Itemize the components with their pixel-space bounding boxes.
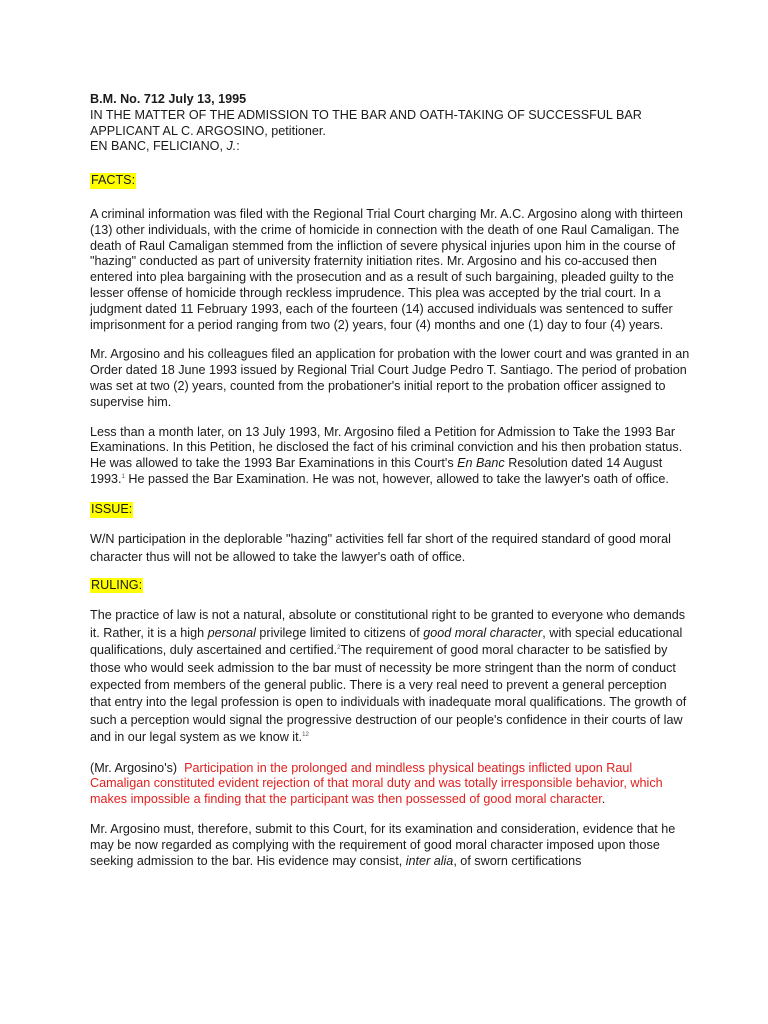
petitioner-label: , petitioner.: [264, 123, 326, 138]
ruling-p3-text-a: Mr. Argosino must, therefore, submit to this Court, for its examination and consideration, evidence that he may be now regarded as complying with the requirement of good moral character imposed upon those seeking admission to the bar. His evidence may consist,: [90, 821, 676, 868]
court-name: EN BANC, FELICIANO,: [90, 139, 227, 154]
ruling-heading: RULING:: [91, 577, 143, 592]
personal-text: personal: [207, 625, 256, 640]
inter-alia-text: inter alia: [405, 853, 454, 868]
case-number: B.M. No. 712 July 13, 1995: [90, 92, 247, 106]
ruling-paragraph-2: [90, 761, 690, 808]
facts-p3-text-c: He passed the Bar Examination. He was not, however, allowed to take the lawyer's oath of office.: [124, 471, 669, 486]
court-line: [90, 139, 690, 155]
ruling-p2-red-text: Participation in the prolonged and mindless physical beatings inflicted upon Raul Camaligan constituted evident rejection of that moral duty and was totally irresponsible behavior, which makes impossible a finding that the participant was then possessed of good moral character: [90, 760, 663, 807]
facts-paragraph-2: Mr. Argosino and his colleagues filed an application for probation with the lower court and was granted in an Order dated 18 June 1993 issued by Regional Trial Court Judge Pedro T. Santiago. The period of probation was set at two (2) years, counted from the probationer's initial report to the probation officer assigned to supervise him.: [90, 347, 690, 409]
ruling-paragraph-3: [90, 822, 690, 869]
case-header: [90, 92, 690, 155]
ruling-p1-text-c: , with special educational qualifications, duly ascertained and certified.: [90, 625, 683, 658]
ruling-p2-end: .: [601, 792, 606, 807]
facts-p3-text-b: Resolution dated 14 August 1993.: [90, 456, 663, 486]
footnote-ref-1: 1: [121, 473, 125, 480]
justice-abbrev: J.: [226, 139, 237, 154]
case-title: [90, 108, 690, 140]
issue-paragraph: W/N participation in the deplorable "hazing" activities fell far short of the required standard of good moral character thus will not be allowed to take the lawyer's oath of office.: [90, 531, 671, 564]
footnote-ref-12: 12: [302, 731, 309, 738]
facts-paragraph-3: [90, 425, 690, 488]
document-page: [90, 92, 690, 869]
en-banc-text: En Banc: [457, 456, 505, 471]
footnote-ref-2: 2: [337, 644, 341, 651]
facts-p3-text-a: Less than a month later, on 13 July 1993, Mr. Argosino filed a Petition for Admission to Take the 1993 Bar Examinations. In this Petition, he disclosed the fact of his criminal conviction and his then probation status. He was allowed to take the 1993 Bar Examinations in this Court's: [90, 424, 683, 471]
ruling-p3-text-b: , of sworn certifications: [453, 853, 582, 868]
issue-heading: ISSUE:: [91, 501, 133, 516]
ruling-p1-text-d: The requirement of good moral character to be satisfied by those who would seek admission to the bar must of necessity be more stringent than the norm of conduct expected from members of the general public. There is a very real need to prevent a general perception that entry into the legal profession is open to individuals with inadequate moral qualifications. The growth of such a perception would signal the progressive destruction of our people's confidence in their courts of law and in our legal system as we know it.: [90, 643, 687, 745]
court-colon: :: [236, 139, 240, 154]
ruling-paragraph-1: [90, 607, 690, 746]
ruling-p1-text-a: The practice of law is not a natural, absolute or constitutional right to be granted to everyone who demands it. Rather, it is a high: [90, 608, 686, 640]
applicant-name: APPLICANT AL C. ARGOSINO: [90, 123, 265, 138]
ruling-p1-text-b: privilege limited to citizens of: [255, 625, 424, 640]
ruling-p2-lead: (Mr. Argosino's): [90, 760, 178, 775]
case-title-line1: IN THE MATTER OF THE ADMISSION TO THE BAR AND OATH-TAKING OF SUCCESSFUL BAR: [90, 107, 642, 122]
good-moral-character-text: good moral character: [423, 625, 543, 640]
facts-paragraph-1: A criminal information was filed with the Regional Trial Court charging Mr. A.C. Argosino along with thirteen (13) other individuals, with the crime of homicide in connection with the death of one Raul Camaligan. The death of Raul Camaligan stemmed from the infliction of severe physical injuries upon him in the course of "hazing" conducted as part of university fraternity initiation rites. Mr. Argosino and his co-accused then entered into plea bargaining with the prosecution and as a result of such bargaining, pleaded guilty to the lesser offense of homicide through reckless imprudence. This plea was accepted by the trial court. In a judgment dated 11 February 1993, each of the fourteen (14) accused individuals was sentenced to suffer imprisonment for a period ranging from two (2) years, four (4) months and one (1) day to four (4) years.: [90, 206, 683, 332]
facts-heading: FACTS:: [91, 173, 136, 188]
